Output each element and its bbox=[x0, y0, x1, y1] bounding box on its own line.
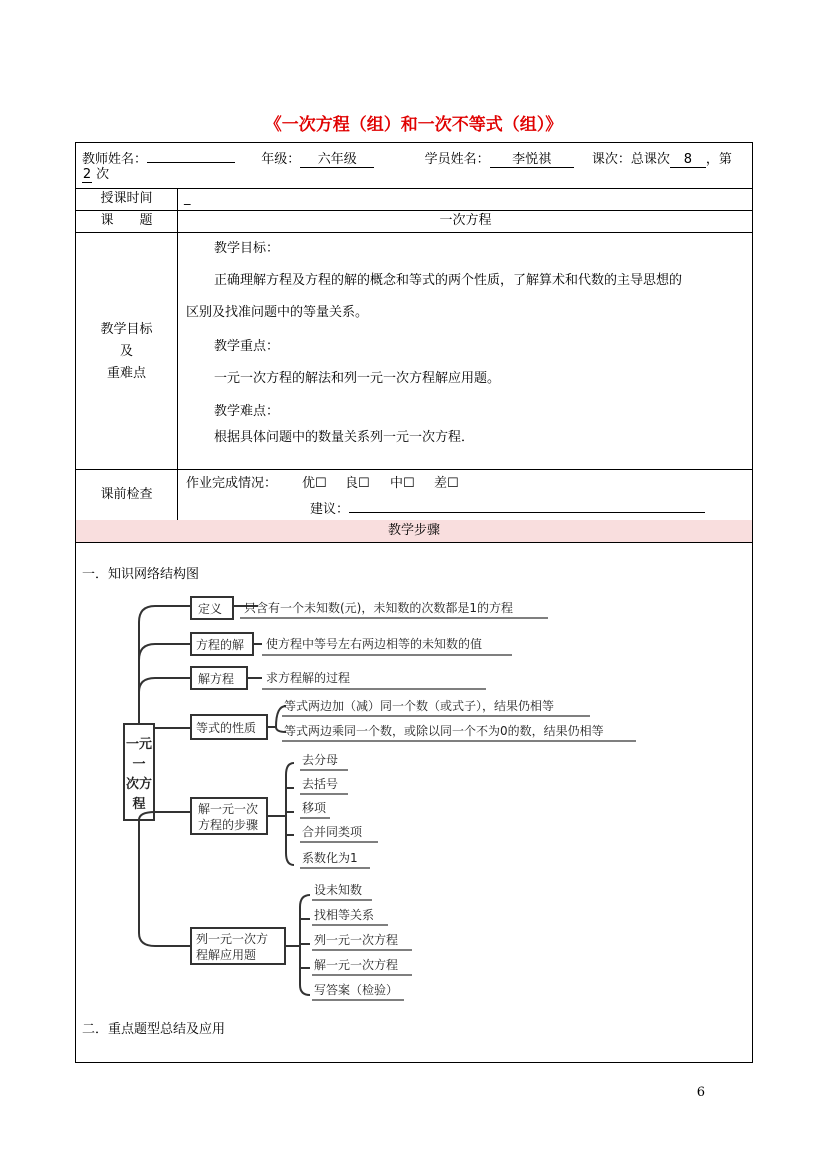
detail-property-2: 等式两边乘同一个数，或除以同一个不为0的数，结果仍相等 bbox=[284, 724, 604, 738]
detail-app-2: 找相等关系 bbox=[314, 908, 375, 922]
goal-line-1: 正确理解方程及方程的解的概念和等式的两个性质，了解算术和代数的主导思想的 bbox=[214, 273, 683, 288]
detail-step-2: 去括号 bbox=[302, 777, 339, 791]
detail-app-4: 解一元一次方程 bbox=[314, 958, 399, 972]
nth-label: ，第 bbox=[705, 152, 732, 167]
time-label: 授课时间 bbox=[100, 191, 153, 206]
detail-step-3: 移项 bbox=[302, 801, 327, 815]
steps-header: 教学步骤 bbox=[387, 523, 440, 538]
node-steps-1: 解一元一次 bbox=[198, 802, 259, 816]
goal-title: 教学目标： bbox=[214, 241, 280, 256]
nth-suffix: 次 bbox=[96, 167, 110, 182]
topic-value: 一次方程 bbox=[439, 213, 492, 228]
hard-text: 根据具体问题中的数量关系列一元一次方程． bbox=[214, 430, 475, 445]
grade-field: 六年级 bbox=[300, 152, 374, 168]
svg-text:次方: 次方 bbox=[125, 777, 153, 792]
detail-step-5: 系数化为1 bbox=[302, 851, 358, 865]
node-equation-solution: 方程的解 bbox=[196, 638, 245, 652]
detail-property-1: 等式两边加（减）同一个数（或式子），结果仍相等 bbox=[284, 699, 555, 713]
section1-title: 一．知识网络结构图 bbox=[82, 567, 200, 582]
node-steps-2: 方程的步骤 bbox=[198, 818, 259, 832]
svg-text:一: 一 bbox=[132, 757, 146, 772]
node-definition: 定义 bbox=[198, 602, 223, 616]
key-title: 教学重点： bbox=[214, 339, 280, 354]
document-title: 《一次方程（组）和一次不等式（组）》 bbox=[264, 115, 563, 135]
detail-app-1: 设未知数 bbox=[314, 883, 363, 897]
topic-label: 课 题 bbox=[100, 213, 153, 228]
node-equality-properties: 等式的性质 bbox=[196, 721, 257, 735]
page-number: 6 bbox=[696, 1085, 705, 1100]
check-label: 课前检查 bbox=[100, 487, 153, 502]
root-label-1: 一元 bbox=[125, 737, 153, 752]
section2-title: 二．重点题型总结及应用 bbox=[82, 1022, 226, 1037]
branch-application bbox=[139, 820, 190, 946]
option-poor[interactable]: 差☐ bbox=[434, 476, 459, 491]
student-field: 李悦祺 bbox=[490, 152, 574, 168]
detail-solution: 使方程中等号左右两边相等的未知数的值 bbox=[266, 637, 483, 651]
option-good[interactable]: 良☐ bbox=[345, 476, 370, 491]
times-label: 课次：总课次 bbox=[591, 152, 670, 167]
grade-label: 年级： bbox=[261, 152, 301, 167]
student-label: 学员姓名： bbox=[424, 152, 490, 167]
goals-label-2: 及 bbox=[119, 344, 133, 359]
teacher-label: 教师姓名： bbox=[82, 152, 148, 167]
option-excellent[interactable]: 优☐ bbox=[302, 476, 327, 491]
branch-definition bbox=[139, 606, 190, 724]
node-application-2: 程解应用题 bbox=[196, 948, 257, 962]
homework-label: 作业完成情况： bbox=[186, 476, 278, 491]
node-application-1: 列一元一次方 bbox=[196, 932, 269, 946]
detail-step-1: 去分母 bbox=[302, 753, 339, 767]
time-value: _ bbox=[184, 191, 191, 206]
svg-text:程: 程 bbox=[132, 797, 146, 812]
goals-label-1: 教学目标 bbox=[100, 322, 153, 337]
hard-title: 教学难点： bbox=[214, 404, 280, 419]
goals-label-3: 重难点 bbox=[106, 366, 146, 381]
detail-step-4: 合并同类项 bbox=[302, 825, 363, 839]
goal-line-2: 区别及找准问题中的等量关系。 bbox=[186, 305, 369, 320]
suggest-label: 建议： bbox=[310, 502, 350, 517]
key-text: 一元一次方程的解法和列一元一次方程解应用题。 bbox=[214, 371, 501, 386]
detail-app-5: 写答案（检验） bbox=[314, 983, 399, 997]
detail-solve: 求方程解的过程 bbox=[266, 671, 351, 685]
total-times-field: 8 bbox=[670, 152, 706, 168]
detail-definition: 只含有一个未知数(元)，未知数的次数都是1的方程 bbox=[244, 601, 513, 615]
node-solve-equation: 解方程 bbox=[198, 672, 235, 686]
nth-field: 2 bbox=[82, 167, 92, 182]
detail-app-3: 列一元一次方程 bbox=[314, 933, 399, 947]
option-fair[interactable]: 中☐ bbox=[390, 476, 415, 491]
